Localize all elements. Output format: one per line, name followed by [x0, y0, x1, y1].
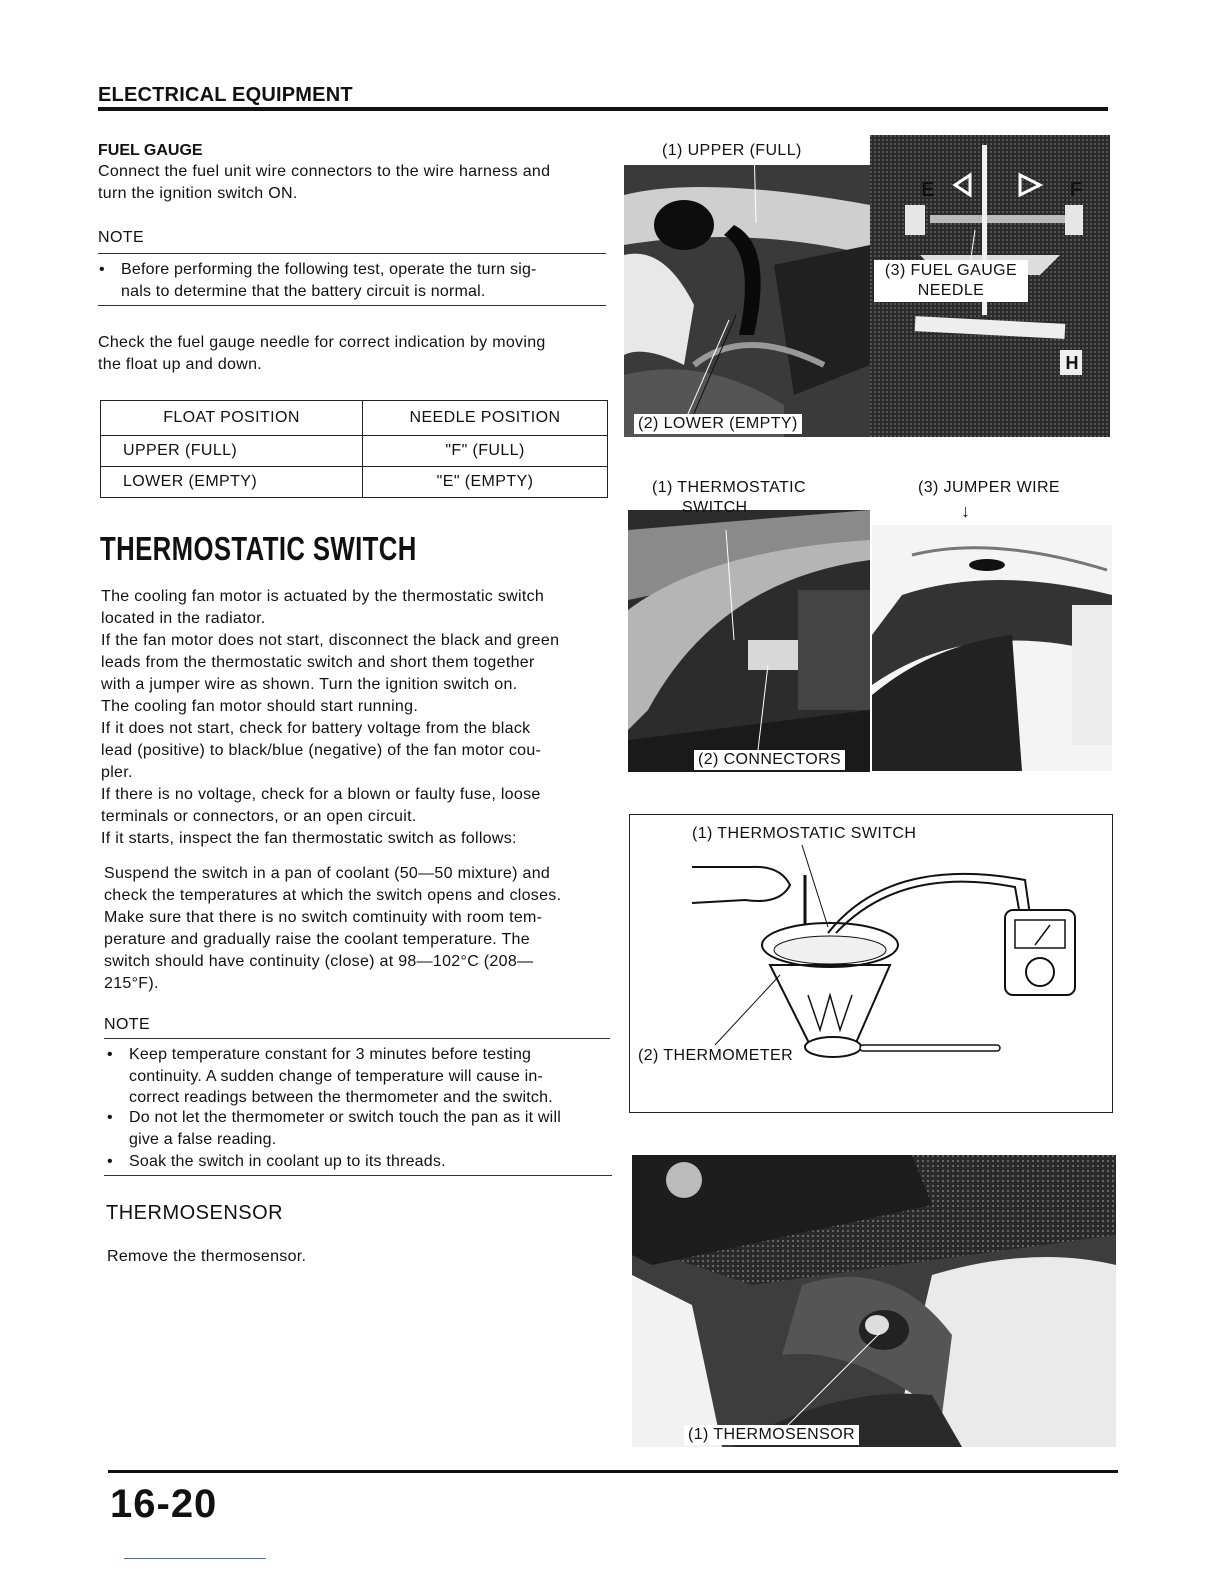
text-line: If it does not start, check for battery voltage from the black — [101, 720, 531, 737]
table-row — [101, 436, 608, 467]
text-line: If it starts, inspect the fan thermostatic switch as follows: — [101, 830, 517, 847]
diagram-art — [630, 815, 1112, 1112]
table-header-row — [101, 401, 608, 436]
jumper-photo-art — [872, 525, 1112, 771]
divider — [104, 1175, 612, 1176]
text-line: (3) FUEL GAUGE — [884, 262, 1018, 279]
text-line: Before performing the following test, operate the turn sig- — [121, 261, 537, 278]
thermosensor-heading: THERMOSENSOR — [106, 1202, 284, 1224]
link-underline — [124, 1558, 266, 1559]
figure-caption: (2) CONNECTORS — [694, 750, 845, 770]
text-line: If the fan motor does not start, disconnect the black and green — [101, 632, 560, 649]
note-label: NOTE — [104, 1016, 151, 1033]
fuel-gauge-check — [98, 332, 608, 376]
table-cell: UPPER (FULL) — [101, 436, 363, 467]
figure-caption — [874, 260, 1028, 302]
column-header: NEEDLE POSITION — [363, 401, 608, 436]
note-bullet — [107, 1107, 611, 1150]
text-line: NEEDLE — [917, 282, 985, 299]
text-line: correct readings between the thermometer and the switch. — [129, 1089, 553, 1106]
text-line: switch should have continuity (close) at 98—102°C (208— — [104, 953, 534, 970]
fuel-gauge-heading: FUEL GAUGE — [98, 142, 203, 159]
text-line: Connect the fuel unit wire connectors to the wire harness and — [98, 163, 551, 180]
text-line: Suspend the switch in a pan of coolant (50—50 mixture) and — [104, 865, 551, 882]
text-line: The cooling fan motor should start running. — [101, 698, 419, 715]
figure-caption: (1) UPPER (FULL) — [662, 142, 802, 159]
thermometer-diagram — [629, 814, 1113, 1113]
divider — [98, 253, 606, 254]
text-line: The cooling fan motor is actuated by the thermostatic switch — [101, 588, 545, 605]
text-line: Keep temperature constant for 3 minutes before testing — [129, 1046, 532, 1063]
page-number: 16-20 — [110, 1482, 218, 1526]
text-line: located in the radiator. — [101, 610, 266, 627]
divider — [98, 305, 606, 306]
text-line: continuity. A sudden change of temperature will cause in- — [129, 1067, 544, 1085]
text-line: Do not let the thermometer or switch touch the pan as it will — [129, 1109, 561, 1126]
text-line: lead (positive) to black/blue (negative) of the fan motor cou- — [101, 742, 542, 759]
text-line: 215°F). — [104, 975, 159, 992]
note-bullet — [99, 259, 605, 302]
text-line: give a false reading. — [129, 1130, 277, 1148]
text-line: check the temperatures at which the switch opens and closes. — [104, 887, 562, 904]
figure-caption: (2) LOWER (EMPTY) — [634, 414, 802, 434]
gauge-h-mark: H — [1065, 353, 1079, 373]
table-cell: "F" (FULL) — [363, 436, 608, 467]
note-bullet — [107, 1044, 611, 1109]
figure-caption: (1) THERMOSTATIC SWITCH — [692, 825, 917, 842]
engine-photo — [624, 165, 870, 437]
thermostatic-switch-photo — [628, 510, 870, 772]
text-line: Check the fuel gauge needle for correct indication by moving — [98, 334, 546, 351]
text-line: terminals or connectors, or an open circuit. — [101, 808, 417, 825]
thermosensor-photo-art — [632, 1155, 1116, 1447]
divider — [104, 1038, 610, 1039]
table-cell: LOWER (EMPTY) — [101, 467, 363, 498]
gauge-e-mark: E — [921, 179, 935, 201]
text-line: turn the ignition switch ON. — [98, 185, 298, 202]
text-line: Soak the switch in coolant up to its threads. — [129, 1153, 446, 1170]
header-rule — [98, 107, 1108, 111]
section-header: ELECTRICAL EQUIPMENT — [98, 84, 353, 106]
text-line: leads from the thermostatic switch and short them together — [101, 654, 535, 671]
footer-rule — [108, 1470, 1118, 1473]
text-line: (1) THERMOSTATIC — [652, 479, 806, 496]
note-bullet — [107, 1151, 611, 1173]
text-line: If there is no voltage, check for a blown or faulty fuse, loose — [101, 786, 541, 803]
table-cell: "E" (EMPTY) — [363, 467, 608, 498]
figure-caption: (2) THERMOMETER — [638, 1047, 794, 1064]
text-line: the float up and down. — [98, 356, 263, 373]
bullet-dot: • — [107, 1109, 113, 1126]
text-line: SWITCH — [682, 499, 748, 516]
section-title: THERMOSTATIC SWITCH — [100, 530, 417, 567]
gauge-f-mark: F — [1069, 179, 1083, 201]
suspend-paragraph — [104, 863, 610, 995]
figure-caption: (3) JUMPER WIRE — [918, 479, 1060, 496]
arrow-down-icon: ↓ — [961, 501, 970, 521]
table-row — [101, 467, 608, 498]
bullet-dot: • — [107, 1153, 113, 1170]
jumper-wire-photo — [872, 525, 1112, 771]
bullet-dot: • — [107, 1046, 113, 1063]
float-needle-table — [100, 400, 608, 498]
text-line: pler. — [101, 764, 133, 781]
note-label: NOTE — [98, 229, 145, 246]
thermostatic-body — [101, 586, 609, 850]
text-line: Make sure that there is no switch comtinuity with room tem- — [104, 909, 543, 926]
engine-photo-art — [624, 165, 870, 437]
thermosensor-text: Remove the thermosensor. — [107, 1248, 307, 1265]
text-line: perature and gradually raise the coolant temperature. The — [104, 931, 530, 948]
thermosensor-photo — [632, 1155, 1116, 1447]
figure-caption — [652, 478, 806, 518]
text-line: with a jumper wire as shown. Turn the ignition switch on. — [101, 676, 518, 693]
thermostatic-photo-art — [628, 510, 870, 772]
column-header: FLOAT POSITION — [101, 401, 363, 436]
figure-caption: (1) THERMOSENSOR — [684, 1425, 859, 1445]
fuel-gauge-intro — [98, 161, 608, 205]
text-line: nals to determine that the battery circuit is normal. — [121, 282, 486, 300]
bullet-dot: • — [99, 261, 105, 278]
